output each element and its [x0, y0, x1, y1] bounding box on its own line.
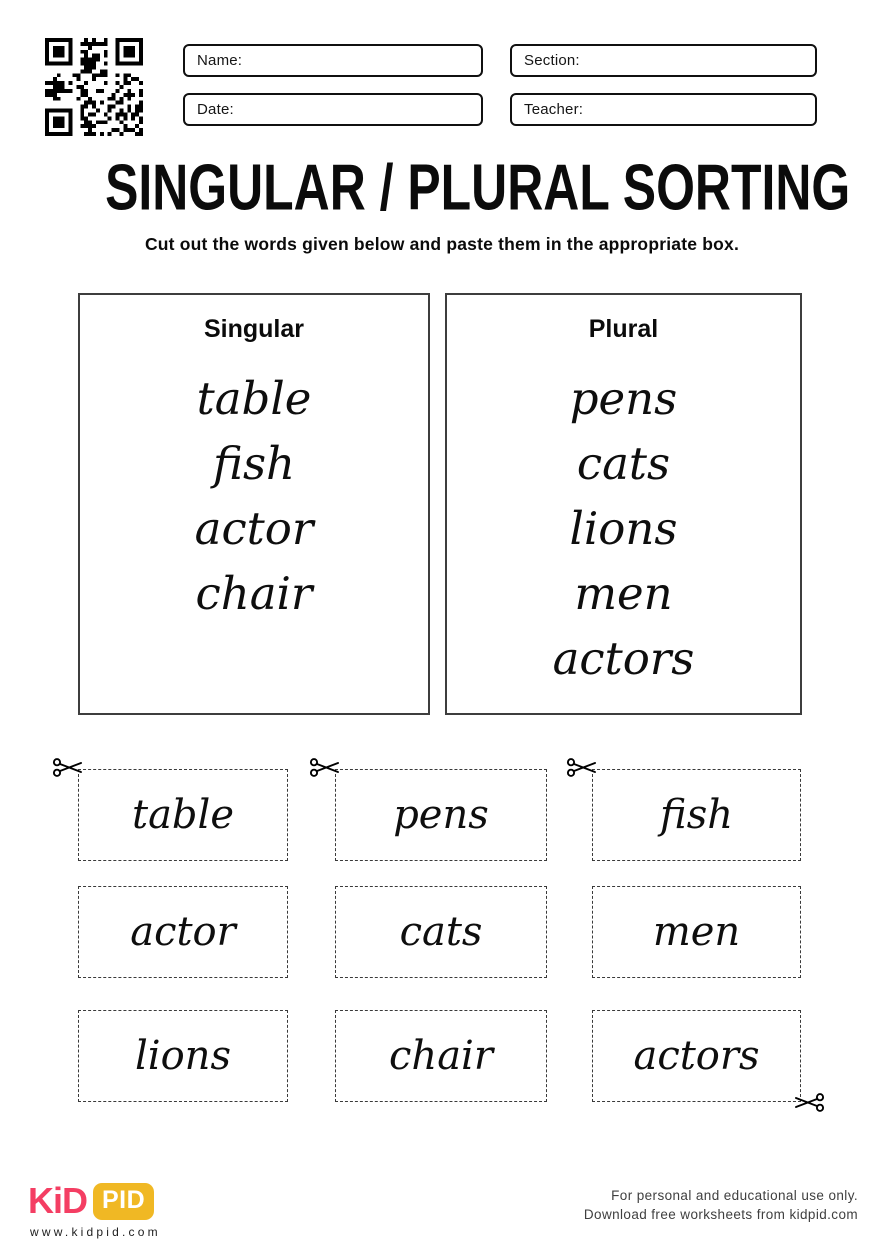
word-card — [335, 769, 547, 861]
singular-word: actor — [194, 502, 314, 555]
footer-note — [584, 1186, 858, 1224]
date-field[interactable] — [183, 93, 483, 126]
plural-word: actors — [552, 632, 695, 685]
plural-word: lions — [569, 502, 678, 555]
plural-word: men — [574, 567, 673, 620]
scissors-icon — [309, 757, 341, 778]
card-word: lions — [135, 1033, 231, 1079]
singular-word: chair — [195, 567, 313, 620]
word-card — [335, 886, 547, 978]
card-word: table — [132, 792, 234, 838]
singular-word: table — [196, 372, 312, 425]
word-card — [335, 1010, 547, 1102]
singular-word: fish — [212, 437, 296, 490]
instruction-text: Cut out the words given below and paste them in the appropriate box. — [144, 234, 740, 254]
card-word: pens — [393, 792, 489, 838]
footer-note-line1: For personal and educational use only. — [611, 1188, 858, 1203]
word-card — [592, 1010, 801, 1102]
plural-word-list — [447, 366, 800, 691]
singular-word-list — [80, 366, 428, 626]
plural-word: cats — [576, 437, 671, 490]
logo-url-text: www.kidpid.com — [30, 1225, 161, 1239]
logo-kid-text: KiD — [28, 1180, 87, 1221]
teacher-field[interactable] — [510, 93, 817, 126]
scissors-icon — [566, 757, 598, 778]
word-card — [78, 1010, 288, 1102]
scissors-icon — [52, 757, 84, 778]
logo-pid-badge: PID — [93, 1183, 154, 1220]
card-word: actors — [633, 1033, 760, 1079]
page-title: SINGULAR / PLURAL SORTING — [105, 150, 851, 224]
card-word: actor — [130, 909, 236, 955]
card-word: cats — [399, 909, 483, 955]
plural-box — [445, 293, 802, 715]
word-card — [78, 886, 288, 978]
name-field[interactable] — [183, 44, 483, 77]
scissors-icon — [793, 1092, 825, 1113]
section-field-label: Section: — [524, 52, 580, 69]
plural-word: pens — [569, 372, 678, 425]
name-field-label: Name: — [197, 52, 243, 69]
word-card — [592, 769, 801, 861]
card-word: fish — [660, 792, 733, 838]
word-card — [592, 886, 801, 978]
footer-note-line2: Download free worksheets from kidpid.com — [583, 1207, 858, 1222]
section-field[interactable] — [510, 44, 817, 77]
singular-heading: Singular — [203, 315, 304, 343]
word-card — [78, 769, 288, 861]
teacher-field-label: Teacher: — [524, 101, 584, 118]
plural-heading: Plural — [588, 315, 659, 343]
card-word: men — [652, 909, 741, 955]
date-field-label: Date: — [197, 101, 234, 118]
singular-box — [78, 293, 430, 715]
card-word: chair — [389, 1033, 493, 1079]
kidpid-logo — [28, 1180, 161, 1239]
qr-code — [45, 38, 143, 136]
